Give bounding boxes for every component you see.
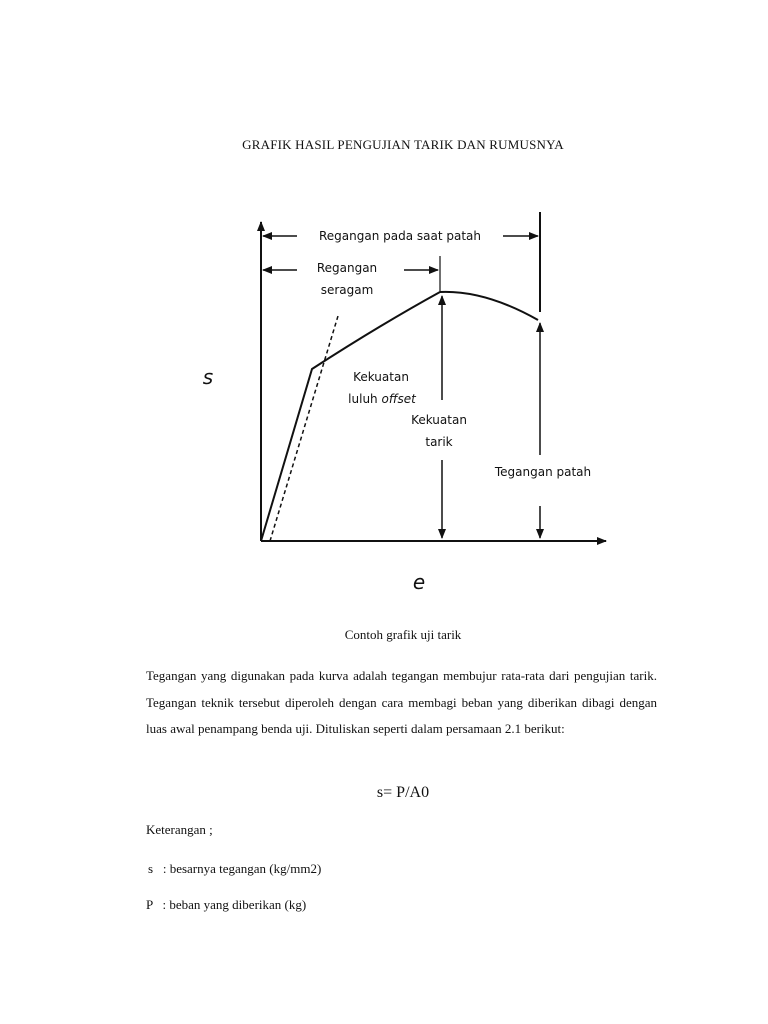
fracture-stress-label: Tegangan patah: [494, 465, 592, 479]
definition-s-text: besarnya tegangan (kg/mm2): [169, 861, 322, 876]
uniform-strain-label-line1: Regangan: [316, 261, 378, 275]
stress-strain-curve: [261, 292, 538, 541]
offset-dashed-line: [270, 316, 338, 541]
page-title: GRAFIK HASIL PENGUJIAN TARIK DAN RUMUSNYA: [242, 137, 564, 152]
x-axis-label: e: [412, 570, 426, 594]
body-paragraph: Tegangan yang digunakan pada kurva adalah tegangan membujur rata-rata dari pengujian tarik. Tegangan teknik tersebut diperoleh dengan cara membagi beban yang diberikan dibagi dengan luas awal penampang benda uji. Dituliskan seperti dalam persamaan 2.1 berikut:: [146, 668, 657, 736]
y-axis-label: s: [202, 365, 214, 389]
fracture-strain-label: Regangan pada saat patah: [318, 229, 482, 243]
definition-s-symbol: s: [148, 861, 154, 876]
yield-strength-label-luluh: luluh: [348, 392, 382, 406]
definition-p-separator: :: [162, 897, 167, 912]
uniform-strain-label-line2: seragam: [320, 283, 374, 297]
definition-p-symbol: P: [146, 897, 153, 912]
tensile-strength-label-line2: tarik: [425, 435, 453, 449]
definition-s-separator: :: [162, 861, 167, 876]
definition-p: [146, 897, 306, 913]
tensile-strength-label-line1: Kekuatan: [411, 413, 467, 427]
definition-s: [148, 861, 321, 877]
figure-caption: Contoh grafik uji tarik: [344, 627, 462, 642]
yield-strength-label-line1: Kekuatan: [353, 370, 409, 384]
yield-strength-label-offset: offset: [381, 392, 416, 406]
stress-formula: s= P/A0: [376, 784, 430, 801]
yield-strength-label-line2: [348, 392, 417, 406]
definition-p-text: beban yang diberikan (kg): [169, 897, 307, 912]
legend-heading: Keterangan ;: [146, 822, 213, 837]
